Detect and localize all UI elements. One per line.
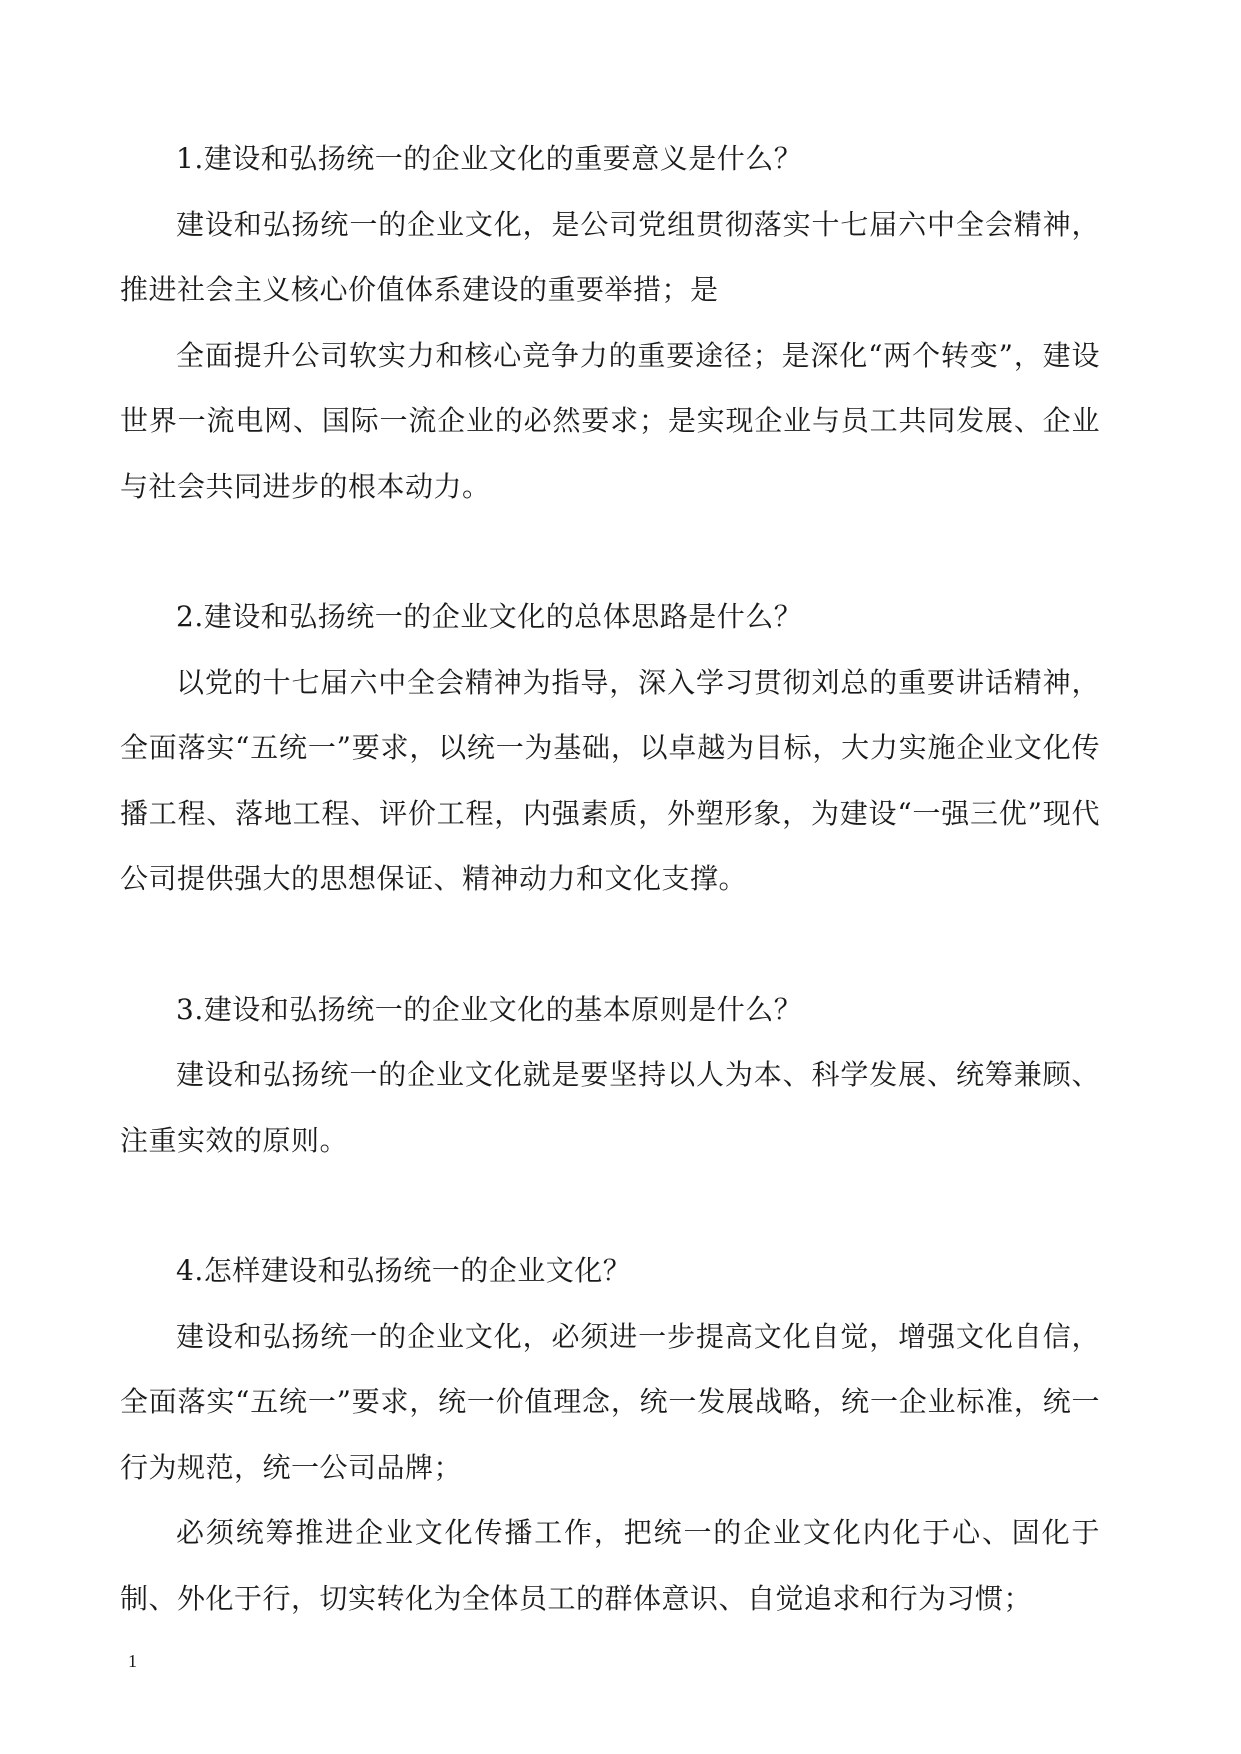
section-4-paragraph-2: 必须统筹推进企业文化传播工作，把统一的企业文化内化于心、固化于制、外化于行，切实转化为全体员工的群体意识、自觉追求和行为习惯； <box>120 1516 1100 1615</box>
section-4-question: 4.怎样建设和弘扬统一的企业文化？ <box>176 1254 632 1287</box>
section-spacer <box>120 519 1100 584</box>
section-1-question: 1.建设和弘扬统一的企业文化的重要意义是什么？ <box>176 142 803 175</box>
section-1-paragraph-1: 建设和弘扬统一的企业文化，是公司党组贯彻落实十七届六中全会精神，推进社会主义核心价值体系建设的重要举措；是 <box>120 207 1100 306</box>
page-number: 1 <box>128 1651 137 1671</box>
section-spacer <box>120 1173 1100 1238</box>
section-2-paragraph-1: 以党的十七届六中全会精神为指导，深入学习贯彻刘总的重要讲话精神，全面落实“五统一”要求，以统一为基础，以卓越为目标，大力实施企业文化传播工程、落地工程、评价工程，内强素质，外塑形象，为建设“一强三优”现代公司提供强大的思想保证、精神动力和文化支撑。 <box>120 665 1100 895</box>
section-3-question: 3.建设和弘扬统一的企业文化的基本原则是什么？ <box>176 992 803 1026</box>
section-1-paragraph-2: 全面提升公司软实力和核心竞争力的重要途径；是深化“两个转变”，建设世界一流电网、国际一流企业的必然要求；是实现企业与员工共同发展、企业与社会共同进步的根本动力。 <box>120 338 1100 503</box>
section-3-paragraph-1: 建设和弘扬统一的企业文化就是要坚持以人为本、科学发展、统筹兼顾、注重实效的原则。 <box>120 1058 1100 1157</box>
section-2-question: 2.建设和弘扬统一的企业文化的总体思路是什么？ <box>176 600 803 633</box>
section-spacer <box>120 912 1100 977</box>
document-body <box>120 126 1100 1631</box>
section-4-paragraph-1: 建设和弘扬统一的企业文化，必须进一步提高文化自觉，增强文化自信，全面落实“五统一”要求，统一价值理念，统一发展战略，统一企业标准，统一行为规范，统一公司品牌； <box>120 1319 1100 1484</box>
